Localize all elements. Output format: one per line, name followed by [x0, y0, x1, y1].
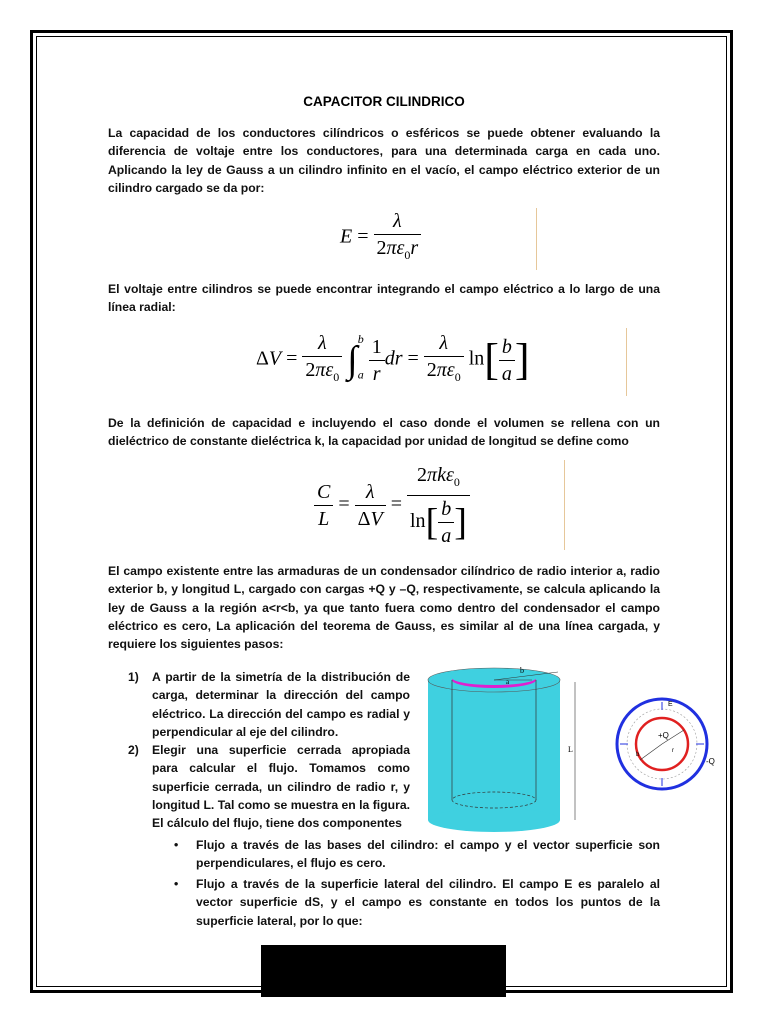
- step-text: A partir de la simetría de la distribución de carga, determinar la dirección del campo eléctrico. La dirección del campo es radial y perpendicular al eje del cilindro.: [152, 670, 410, 739]
- equation-marker: [536, 208, 537, 270]
- paragraph-gauss: El campo existente entre las armaduras de un condensador cilíndrico de radio interior a, radio exterior b, y longitud L, cargado con cargas +Q y –Q, respectivamente, se calcula aplicando la ley de Gauss a la región a<r<b, ya que tanto fuera como dentro del condensador el campo eléctrico es cero, La aplicación del teorema de Gauss, es similar al de una línea cargada, y requiere los siguientes pasos:: [108, 564, 660, 652]
- bullet-icon: •: [174, 877, 179, 891]
- label-r: r: [672, 748, 674, 754]
- step-number: 1): [128, 670, 139, 684]
- label-minus-q: -Q: [706, 757, 715, 766]
- paragraph-capacity: De la definición de capacidad e incluyendo el caso donde el volumen se rellena con un dieléctrico de constante dieléctrica k, la capacidad por unidad de longitud se define como: [108, 416, 660, 449]
- cylinder-bottom: [428, 808, 560, 832]
- page-title: CAPACITOR CILINDRICO: [303, 94, 465, 109]
- label-L: L: [568, 745, 573, 754]
- step-text: Elegir una superficie cerrada apropiada para calcular el flujo. Tomamos como superficie cerrada, un cilindro de radio r, y longitud L. Tal como se muestra en la figura. El cálculo del flujo, tiene dos componentes: [152, 743, 410, 831]
- step-number: 2): [128, 743, 139, 757]
- equation-marker: [626, 328, 627, 396]
- footer-black-box: [261, 945, 506, 997]
- paragraph-voltage: El voltaje entre cilindros se puede encontrar integrando el campo eléctrico a lo largo de una línea radial:: [108, 282, 660, 315]
- label-plus-q: +Q: [658, 731, 669, 740]
- bullet-icon: •: [174, 838, 179, 852]
- bullet-item: Flujo a través de la superficie lateral del cilindro. El campo E es paralelo al vector superficie dS, y el campo es constante en todos los puntos de la superficie lateral, por lo que:: [196, 877, 660, 928]
- equation-voltage: ΔV = $\frac{\lambda}{2\pi\varepsilon_0}$ $\int_a^b$ $\frac{1}{r}$ dr = $\frac{\lambda}{2\pi\varepsilon_0}$ ln[ $\frac{b}{a}$ ]: [256, 331, 530, 385]
- equation-electric-field: E = $\frac{\lambda}{2\pi\varepsilon_0r}$: [340, 208, 421, 268]
- label-E: E: [668, 701, 673, 708]
- cylinder-figure: [420, 662, 590, 832]
- equation-marker: [564, 460, 565, 550]
- label-a: a: [506, 678, 510, 686]
- paragraph-intro: La capacidad de los conductores cilíndricos o esféricos se puede obtener evaluando la diferencia de voltaje entre los conductores, para una determinada carga en cada uno. Aplicando la ley de Gauss a un cilindro infinito en el vacío, el campo eléctrico exterior de un cilindro cargado se da por:: [108, 126, 660, 195]
- bullet-item: Flujo a través de las bases del cilindro: el campo y el vector superficie son perpendiculares, el flujo es cero.: [196, 838, 660, 871]
- cross-section-figure: [610, 690, 720, 800]
- equation-capacity: $\frac{C}{L}$ = $\frac{\lambda}{\Delta V}$ = 2πkε$_0$ ln[ $\frac{b}{a}$ ]: [314, 462, 470, 549]
- label-b: b: [636, 752, 640, 758]
- cylinder-body: [428, 680, 560, 820]
- label-b: b: [520, 666, 524, 675]
